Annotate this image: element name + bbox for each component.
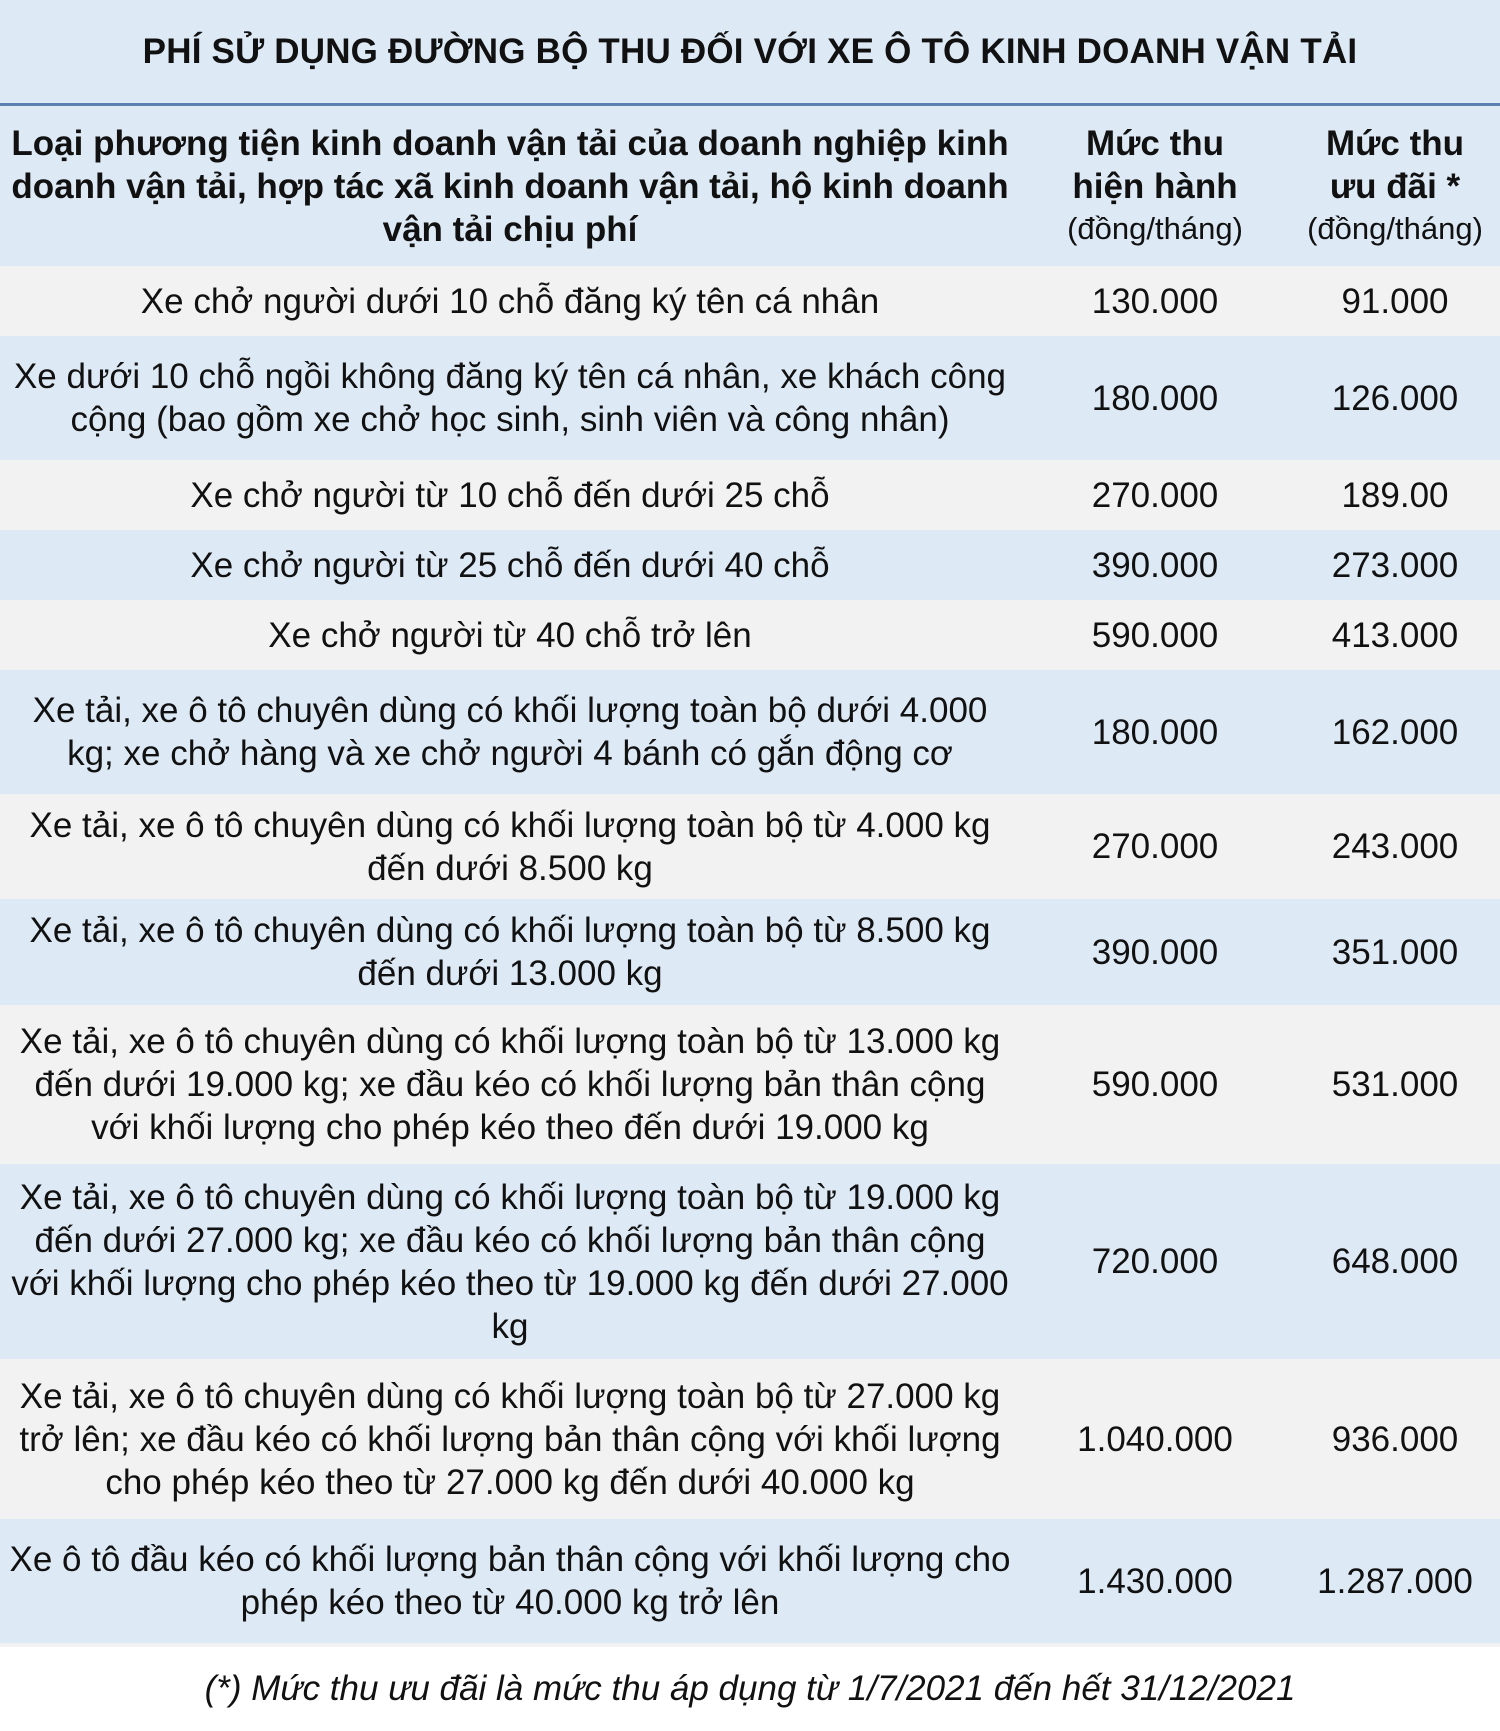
vehicle-type-cell: Xe chở người từ 10 chỗ đến dưới 25 chỗ	[190, 475, 830, 515]
preferential-rate-cell: 273.000	[1331, 545, 1459, 585]
preferential-rate-cell: 936.000	[1331, 1419, 1459, 1459]
current-rate-cell: 1.430.000	[1077, 1561, 1233, 1601]
current-rate-cell: 390.000	[1091, 545, 1219, 585]
header-pref-label-2: ưu đãi *	[1329, 167, 1461, 206]
table-row	[0, 530, 1500, 600]
current-rate-cell: 720.000	[1091, 1242, 1219, 1281]
footnote: (*) Mức thu ưu đãi là mức thu áp dụng từ 1/7/2021 đến hết 31/12/2021	[0, 1647, 1500, 1731]
vehicle-type-cell: Xe tải, xe ô tô chuyên dùng có khối lượng toàn bộ từ 13.000 kg đến dưới 19.000 kg; xe đầu kéo có khối lượng bản thân cộng với khối lượng cho phép kéo theo đến dưới 19.000 kg	[19, 1022, 1001, 1147]
table-row	[0, 1164, 1500, 1359]
current-rate-cell: 130.000	[1091, 281, 1219, 321]
preferential-rate-cell: 243.000	[1331, 827, 1459, 866]
current-rate-cell: 1.040.000	[1077, 1419, 1233, 1459]
vehicle-type-cell: Xe chở người từ 40 chỗ trở lên	[268, 615, 752, 655]
current-rate-cell: 270.000	[1091, 827, 1219, 866]
header-current-unit: (đồng/tháng)	[1067, 211, 1243, 246]
vehicle-type-cell: Xe tải, xe ô tô chuyên dùng có khối lượng toàn bộ từ 19.000 kg đến dưới 27.000 kg; xe đầu kéo có khối lượng bản thân cộng với khối lượng cho phép kéo theo từ 19.000 kg đến dưới 27.000 kg	[11, 1177, 1009, 1346]
table-row	[0, 1519, 1500, 1643]
table-row	[0, 1005, 1500, 1164]
header-current-label-1: Mức thu	[1085, 124, 1225, 163]
header-vehicle-type: Loại phương tiện kinh doanh vận tải của doanh nghiệp kinh doanh vận tải, hợp tác xã kinh doanh vận tải, hộ kinh doanh vận tải chịu phí	[11, 123, 1009, 249]
current-rate-cell: 270.000	[1091, 475, 1219, 515]
vehicle-type-cell: Xe ô tô đầu kéo có khối lượng bản thân cộng với khối lượng cho phép kéo theo từ 40.000 kg trở lên	[9, 1540, 1011, 1622]
current-rate-cell: 390.000	[1091, 932, 1219, 972]
current-rate-cell: 180.000	[1091, 712, 1219, 752]
current-rate-cell: 590.000	[1091, 615, 1219, 655]
vehicle-type-cell: Xe tải, xe ô tô chuyên dùng có khối lượng toàn bộ dưới 4.000 kg; xe chở hàng và xe chở người 4 bánh có gắn động cơ	[32, 691, 988, 773]
preferential-rate-cell: 126.000	[1331, 378, 1459, 418]
table-row	[0, 1359, 1500, 1519]
preferential-rate-cell: 91.000	[1341, 281, 1449, 321]
current-rate-cell: 590.000	[1091, 1065, 1219, 1104]
preferential-rate-cell: 1.287.000	[1317, 1561, 1473, 1601]
vehicle-type-cell: Xe chở người dưới 10 chỗ đăng ký tên cá nhân	[140, 281, 880, 321]
current-rate-cell: 180.000	[1091, 378, 1219, 418]
table-header-row	[0, 106, 1500, 266]
table-row	[0, 460, 1500, 530]
table-title: PHÍ SỬ DỤNG ĐƯỜNG BỘ THU ĐỐI VỚI XE Ô TÔ KINH DOANH VẬN TẢI	[0, 0, 1500, 106]
fee-table	[0, 106, 1500, 1643]
preferential-rate-cell: 351.000	[1331, 932, 1459, 972]
header-pref-label-1: Mức thu	[1325, 124, 1465, 163]
vehicle-type-cell: Xe tải, xe ô tô chuyên dùng có khối lượng toàn bộ từ 27.000 kg trở lên; xe đầu kéo có khối lượng bản thân cộng với khối lượng cho phép kéo theo từ 27.000 kg đến dưới 40.000 kg	[19, 1376, 1001, 1502]
header-current-rate	[1020, 106, 1290, 266]
table-row	[0, 266, 1500, 336]
table-row	[0, 670, 1500, 794]
table-row	[0, 336, 1500, 460]
preferential-rate-cell: 531.000	[1331, 1065, 1459, 1104]
header-current-label-2: hiện hành	[1072, 167, 1238, 206]
vehicle-type-cell: Xe tải, xe ô tô chuyên dùng có khối lượng toàn bộ từ 4.000 kg đến dưới 8.500 kg	[29, 805, 991, 888]
table-row	[0, 600, 1500, 670]
preferential-rate-cell: 189.00	[1341, 475, 1449, 515]
header-pref-unit: (đồng/tháng)	[1307, 211, 1483, 246]
preferential-rate-cell: 413.000	[1331, 615, 1459, 655]
vehicle-type-cell: Xe dưới 10 chỗ ngồi không đăng ký tên cá nhân, xe khách công cộng (bao gồm xe chở học sinh, sinh viên và công nhân)	[13, 357, 1007, 439]
vehicle-type-cell: Xe tải, xe ô tô chuyên dùng có khối lượng toàn bộ từ 8.500 kg đến dưới 13.000 kg	[29, 911, 991, 993]
table-row	[0, 899, 1500, 1005]
vehicle-type-cell: Xe chở người từ 25 chỗ đến dưới 40 chỗ	[190, 545, 830, 585]
preferential-rate-cell: 648.000	[1331, 1242, 1459, 1281]
header-preferential-rate	[1290, 106, 1500, 266]
preferential-rate-cell: 162.000	[1331, 712, 1459, 752]
table-row	[0, 794, 1500, 899]
